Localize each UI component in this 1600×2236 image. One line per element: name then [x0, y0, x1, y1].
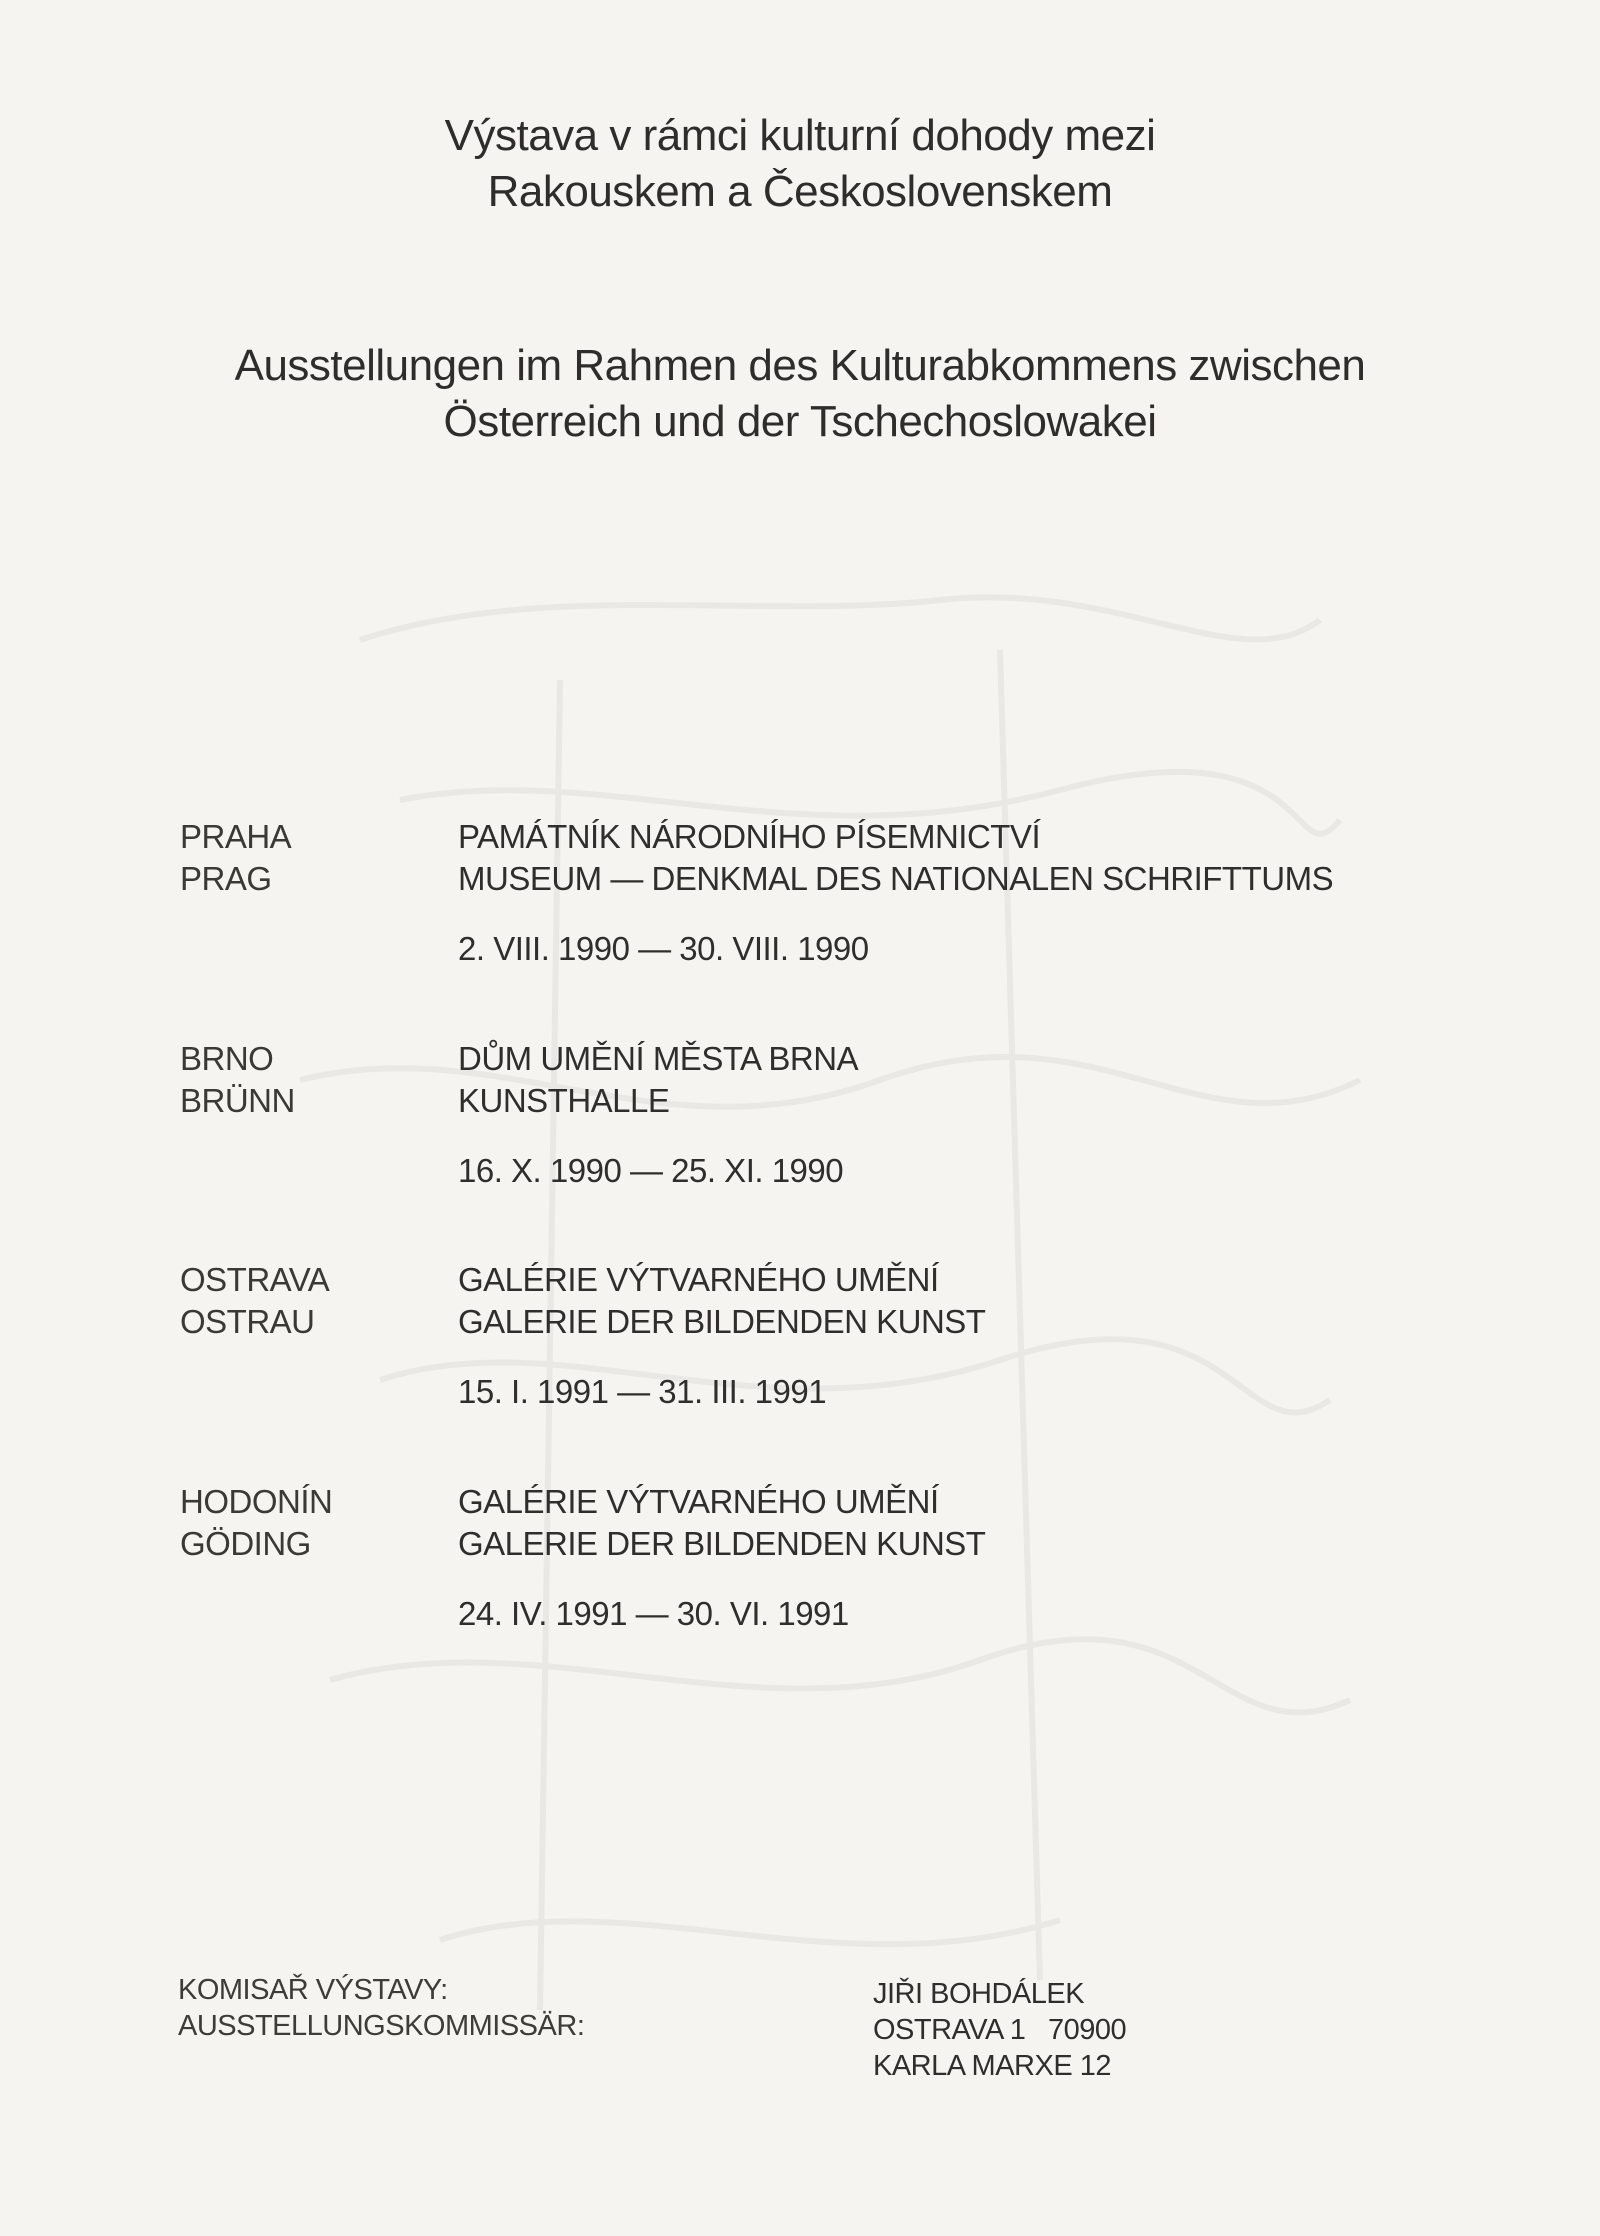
title-german-line-2: Österreich und der Tschechoslowakei — [443, 397, 1157, 446]
commissioner-address — [873, 1976, 1126, 2084]
venue-dates: 24. IV. 1991 — 30. VI. 1991 — [458, 1595, 849, 1632]
venue-city-german: GÖDING — [180, 1525, 311, 1562]
commissioner-name: JIŘI BOHDÁLEK — [873, 1978, 1085, 2010]
title-czech-line-2: Rakouskem a Československem — [487, 167, 1113, 216]
venue-info — [458, 816, 1333, 970]
venue-institution-german: MUSEUM — DENKMAL DES NATIONALEN SCHRIFTTUMS — [458, 860, 1334, 897]
venue-city-czech: PRAHA — [180, 818, 292, 855]
venue-institution-czech: GALÉRIE VÝTVARNÉHO UMĚNÍ — [458, 1261, 939, 1298]
venue-institution-czech: PAMÁTNÍK NÁRODNÍHO PÍSEMNICTVÍ — [458, 818, 1041, 855]
title-czech — [0, 108, 1600, 220]
venue-info — [458, 1259, 985, 1413]
title-german — [0, 338, 1600, 450]
venue-city-czech: HODONÍN — [180, 1483, 333, 1520]
venue-dates: 16. X. 1990 — 25. XI. 1990 — [458, 1152, 844, 1189]
venue-city-german: OSTRAU — [180, 1303, 315, 1340]
venue-dates: 15. I. 1991 — 31. III. 1991 — [458, 1373, 827, 1410]
venue-institution-czech: GALÉRIE VÝTVARNÉHO UMĚNÍ — [458, 1483, 939, 1520]
commissioner-label-czech: KOMISAŘ VÝSTAVY: — [178, 1974, 448, 2006]
venue-institution-german: GALERIE DER BILDENDEN KUNST — [458, 1303, 986, 1340]
venue-info — [458, 1038, 858, 1192]
venue-city — [180, 1259, 329, 1343]
venue-city — [180, 816, 291, 900]
venue-info — [458, 1481, 985, 1635]
venue-city — [180, 1038, 295, 1122]
commissioner-label-german: AUSSTELLUNGSKOMMISSÄR: — [178, 2010, 585, 2042]
venue-city-czech: BRNO — [180, 1040, 274, 1077]
venue-institution-german: KUNSTHALLE — [458, 1082, 670, 1119]
commissioner-city-postcode: OSTRAVA 1 70900 — [873, 2014, 1127, 2046]
commissioner-street: KARLA MARXE 12 — [873, 2050, 1111, 2082]
title-czech-line-1: Výstava v rámci kulturní dohody mezi — [444, 111, 1156, 160]
venue-city-german: BRÜNN — [180, 1082, 295, 1119]
venue-city-german: PRAG — [180, 860, 272, 897]
venue-city-czech: OSTRAVA — [180, 1261, 330, 1298]
commissioner-labels — [178, 1972, 584, 2044]
title-german-line-1: Ausstellungen im Rahmen des Kulturabkommens zwischen — [234, 341, 1366, 390]
venue-city — [180, 1481, 332, 1565]
venue-institution-czech: DŮM UMĚNÍ MĚSTA BRNA — [458, 1040, 859, 1077]
venue-institution-german: GALERIE DER BILDENDEN KUNST — [458, 1525, 986, 1562]
venue-dates: 2. VIII. 1990 — 30. VIII. 1990 — [458, 930, 869, 967]
